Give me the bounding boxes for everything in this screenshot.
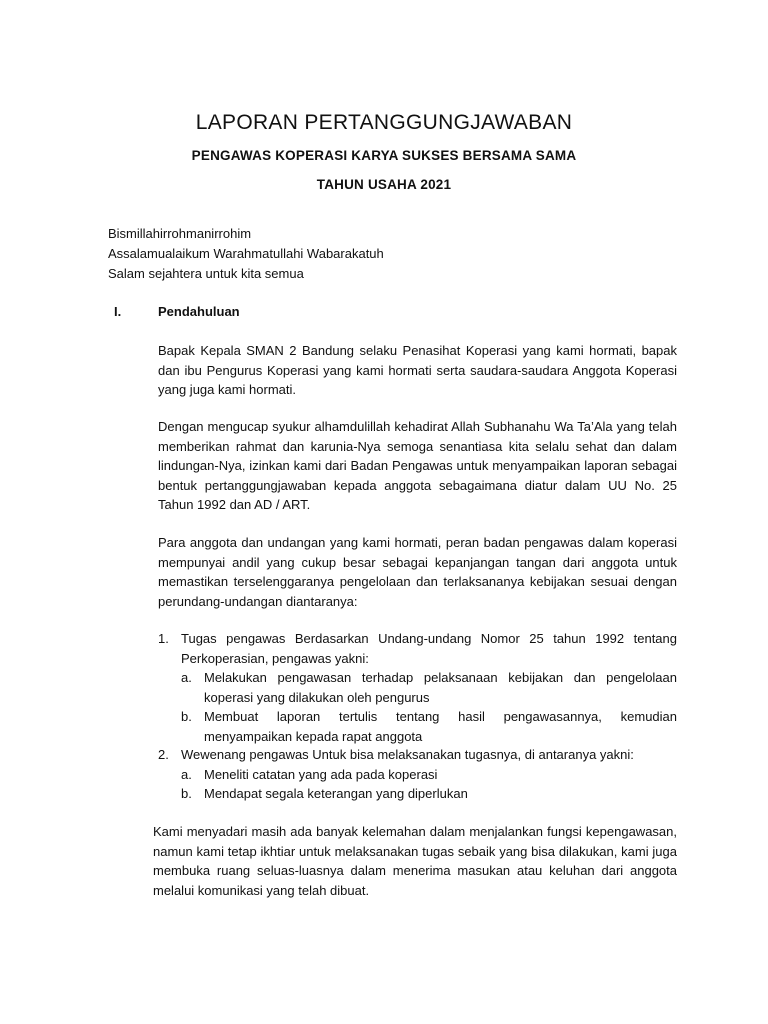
greeting-salam: Assalamualaikum Warahmatullahi Wabarakatuh	[108, 246, 384, 261]
sublist-item-letter: a.	[181, 670, 192, 685]
paragraph-gratitude: Dengan mengucap syukur alhamdulillah kehadirat Allah Subhanahu Wa Ta’Ala yang telah memberikan rahmat dan karunia-Nya semoga senantiasa kita selalu sehat dan dalam lindungan-Nya, izinkan kami dari Badan Pengawas untuk menyampaikan laporan sebagai bentuk pertanggungjawaban kepada anggota sebagaimana diatur dalam UU No. 25 Tahun 1992 dan AD / ART.	[158, 419, 677, 512]
list-item-text: Tugas pengawas Berdasarkan Undang-undang Nomor 25 tahun 1992 tentang Perkoperasian, pengawas yakni:	[181, 631, 677, 666]
document-subtitle-year: TAHUN USAHA 2021	[316, 177, 452, 192]
document-subtitle-organization: PENGAWAS KOPERASI KARYA SUKSES BERSAMA SAMA	[191, 148, 577, 163]
paragraph-role: Para anggota dan undangan yang kami hormati, peran badan pengawas dalam koperasi mempunyai andil yang cukup besar sebagai kepanjangan tangan dari anggota untuk memastikan terselenggaranya pengelolaan dan terlaksananya kebijakan sesuai dengan perundang-undangan diantaranya:	[158, 535, 677, 609]
paragraph-opening: Bapak Kepala SMAN 2 Bandung selaku Penasihat Koperasi yang kami hormati, bapak dan ibu Pengurus Koperasi yang kami hormati serta saudara-saudara Anggota Koperasi yang juga kami hormati.	[158, 343, 677, 397]
sublist-item-letter: b.	[181, 786, 192, 801]
section-title: Pendahuluan	[158, 304, 240, 319]
sublist-item-text: Mendapat segala keterangan yang diperlukan	[204, 786, 468, 801]
list-item-text: Wewenang pengawas Untuk bisa melaksanakan tugasnya, di antaranya yakni:	[181, 747, 634, 762]
list-item-number: 2.	[158, 747, 169, 762]
greeting-sejahtera: Salam sejahtera untuk kita semua	[108, 266, 304, 281]
paragraph-closing: Kami menyadari masih ada banyak kelemahan dalam menjalankan fungsi kepengawasan, namun kami tetap ikhtiar untuk melaksanakan tugas sebaik yang bisa dilakukan, kami juga membuka ruang seluas-luasnya dalam menerima masukan atau keluhan dari anggota melalui komunikasi yang telah dibuat.	[153, 824, 677, 898]
list-item-number: 1.	[158, 631, 169, 646]
sublist-item-text: Meneliti catatan yang ada pada koperasi	[204, 767, 438, 782]
sublist-item-letter: b.	[181, 709, 192, 724]
greeting-basmalah: Bismillahirrohmanirrohim	[108, 226, 252, 241]
sublist-item-letter: a.	[181, 767, 192, 782]
sublist-item-text: Membuat laporan tertulis tentang hasil pengawasannya, kemudian menyampaikan kepada rapat anggota	[204, 709, 677, 744]
sublist-item-text: Melakukan pengawasan terhadap pelaksanaan kebijakan dan pengelolaan koperasi yang dilakukan oleh pengurus	[204, 670, 677, 705]
document-title: LAPORAN PERTANGGUNGJAWABAN	[195, 111, 573, 134]
section-number: I.	[114, 304, 122, 319]
